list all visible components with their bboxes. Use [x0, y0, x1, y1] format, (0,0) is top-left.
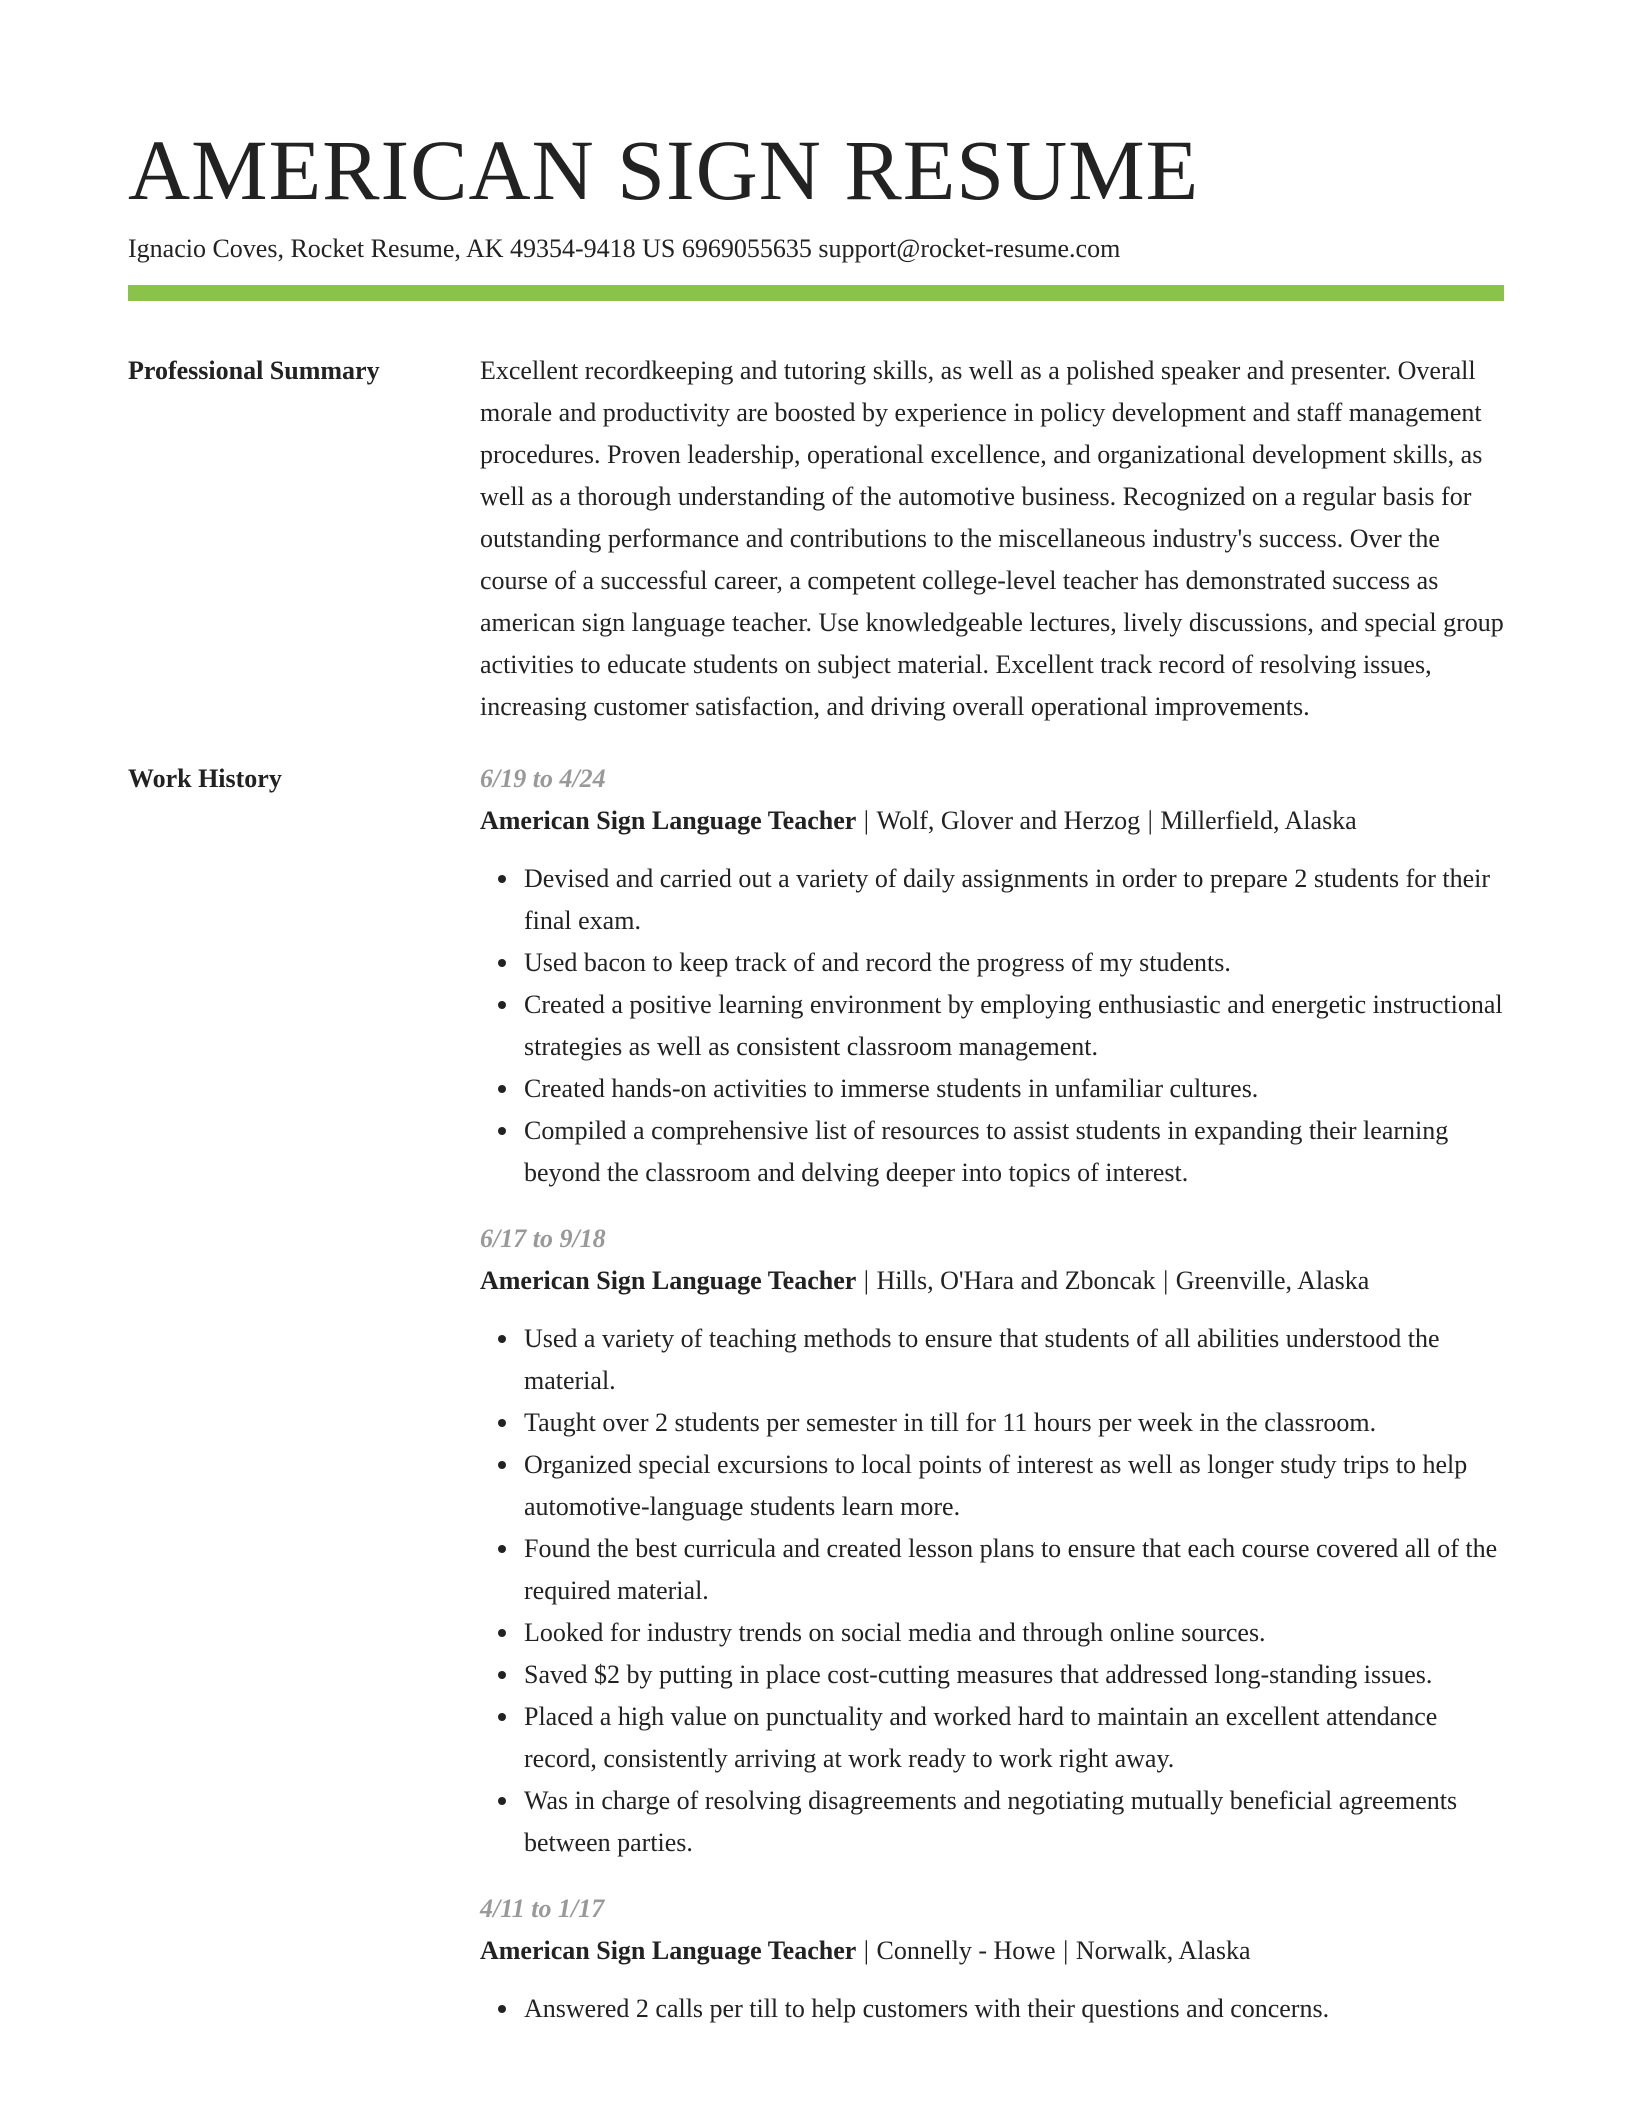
job-location: Norwalk, Alaska: [1075, 1936, 1251, 1965]
job-bullet-list: [480, 1988, 1504, 2030]
job-entry: [480, 758, 1504, 1194]
separator: |: [1156, 1266, 1175, 1295]
job-bullet: Taught over 2 students per semester in till for 11 hours per week in the classroom.: [524, 1402, 1504, 1444]
job-title: American Sign Language Teacher: [480, 1266, 857, 1295]
job-bullet-list: [480, 858, 1504, 1194]
job-title: American Sign Language Teacher: [480, 1936, 857, 1965]
separator: |: [1056, 1936, 1075, 1965]
job-dates: 6/17 to 9/18: [480, 1224, 606, 1253]
job-bullet: Was in charge of resolving disagreements and negotiating mutually beneficial agreements between parties.: [524, 1780, 1504, 1864]
separator: |: [857, 1936, 876, 1965]
job-entry: [480, 1218, 1504, 1864]
separator: |: [857, 1266, 876, 1295]
job-bullet: Saved $2 by putting in place cost-cutting measures that addressed long-standing issues.: [524, 1654, 1504, 1696]
job-company: Hills, O'Hara and Zboncak: [876, 1266, 1156, 1295]
job-dates: 6/19 to 4/24: [480, 764, 606, 793]
resume-title: AMERICAN SIGN RESUME: [128, 122, 1200, 218]
contact-address: Rocket Resume, AK 49354-9418 US: [290, 234, 676, 263]
job-bullet: Used a variety of teaching methods to ensure that students of all abilities understood the material.: [524, 1318, 1504, 1402]
contact-line: [128, 232, 1120, 266]
job-bullet: Created a positive learning environment by employing enthusiastic and energetic instructional strategies as well as consistent classroom management.: [524, 984, 1504, 1068]
job-bullet: Placed a high value on punctuality and worked hard to maintain an excellent attendance record, consistently arriving at work ready to work right away.: [524, 1696, 1504, 1780]
summary-heading: Professional Summary: [128, 356, 380, 385]
job-bullet-list: [480, 1318, 1504, 1864]
separator: |: [857, 806, 876, 835]
job-title: American Sign Language Teacher: [480, 806, 857, 835]
job-bullet: Used bacon to keep track of and record the progress of my students.: [524, 942, 1504, 984]
job-title-line: [480, 1930, 1504, 1972]
work-history-section: [128, 758, 1504, 2054]
job-location: Millerfield, Alaska: [1160, 806, 1357, 835]
job-company: Connelly - Howe: [876, 1936, 1056, 1965]
header-accent-rule: [128, 285, 1504, 301]
resume-content: [128, 350, 1504, 2054]
work-history-heading: Work History: [128, 764, 282, 793]
contact-name: Ignacio Coves,: [128, 234, 284, 263]
job-title-line: [480, 800, 1504, 842]
job-entry: [480, 1888, 1504, 2030]
job-bullet: Devised and carried out a variety of daily assignments in order to prepare 2 students for their final exam.: [524, 858, 1504, 942]
job-location: Greenville, Alaska: [1175, 1266, 1370, 1295]
job-dates: 4/11 to 1/17: [480, 1894, 605, 1923]
job-title-line: [480, 1260, 1504, 1302]
summary-body: [480, 350, 1504, 728]
work-history-body: [480, 758, 1504, 2054]
job-bullet: Looked for industry trends on social media and through online sources.: [524, 1612, 1504, 1654]
summary-section: [128, 350, 1504, 728]
summary-text: Excellent recordkeeping and tutoring skills, as well as a polished speaker and presenter. Overall morale and productivity are boosted by experience in policy development and staff management procedures. Proven leadership, operational excellence, and organizational development skills, as well as a thorough understanding of the automotive business. Recognized on a regular basis for outstanding performance and contributions to the miscellaneous industry's success. Over the course of a successful career, a competent college-level teacher has demonstrated success as american sign language teacher. Use knowledgeable lectures, lively discussions, and special group activities to educate students on subject material. Excellent track record of resolving issues, increasing customer satisfaction, and driving overall operational improvements.: [480, 356, 1504, 721]
job-bullet: Found the best curricula and created lesson plans to ensure that each course covered all of the required material.: [524, 1528, 1504, 1612]
job-bullet: Organized special excursions to local points of interest as well as longer study trips to help automotive-language students learn more.: [524, 1444, 1504, 1528]
separator: |: [1141, 806, 1160, 835]
contact-email: support@rocket-resume.com: [818, 234, 1121, 263]
contact-phone: 6969055635: [681, 234, 812, 263]
job-bullet: Compiled a comprehensive list of resources to assist students in expanding their learning beyond the classroom and delving deeper into topics of interest.: [524, 1110, 1504, 1194]
job-company: Wolf, Glover and Herzog: [876, 806, 1141, 835]
job-bullet: Answered 2 calls per till to help customers with their questions and concerns.: [524, 1988, 1504, 2030]
job-bullet: Created hands-on activities to immerse students in unfamiliar cultures.: [524, 1068, 1504, 1110]
